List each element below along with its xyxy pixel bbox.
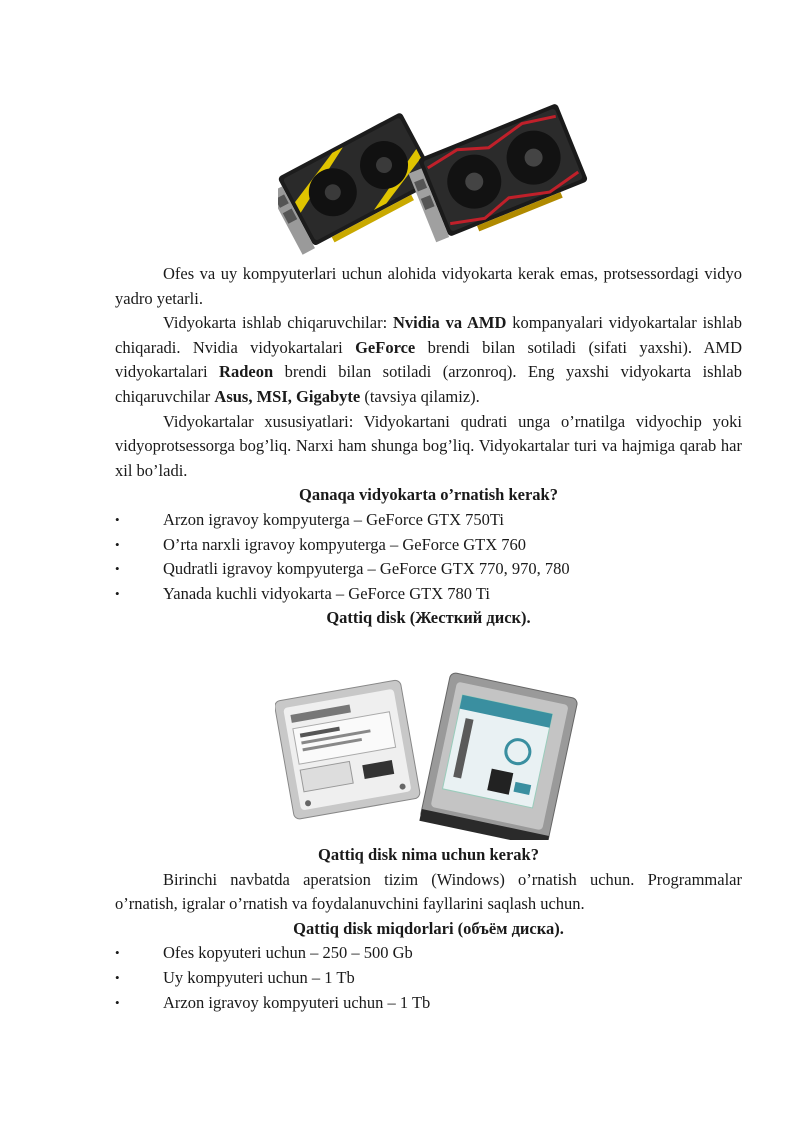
features-paragraph: Vidyokartalar xususiyatlari: Vidyokartani qudrati unga o’rnatilga vidyochip yoki vidyoprotsessorga bog’liq. Narxi ham shunga bog’liq. Vidyokartalar turi va hajmiga qarab har xil bo’ladi. [115,411,742,480]
graphics-cards-image [278,90,588,255]
gpu-list [115,508,742,606]
geforce-text: GeForce [355,337,416,357]
manufacturers-paragraph: Vidyokarta ishlab chiqaruvchilar: Nvidia va AMD kompanyalari vidyokartalar ishlab chiqaradi. Nvidia vidyokartalari GeForce brendi bilan sotiladi (sifati yaxshi). AMD vidyokartalari Radeon brendi bilan sotiladi (arzonroq). Eng yaxshi vidyokarta ishlab chiqaruvchilar Asus, MSI, Gigabyte (tavsiya qilamiz). [115,313,743,406]
radeon-text: Radeon [219,362,274,382]
hard-drives-image [275,668,585,840]
nvidia-amd-text: Nvidia va AMD [393,313,507,333]
hard-disk-purpose-heading: Qattiq disk nima uchun kerak? [318,845,539,864]
brands-text: Asus, MSI, Gigabyte [214,386,361,406]
hard-disk-purpose-paragraph: Birinchi navbatda aperatsion tizim (Windows) o’rnatish uchun. Programmalar o’rnatish, igralar o’rnatish va foydalanuvchini fayllarini saqlash uchun. [115,869,742,914]
list-item: • Arzon igravoy kompyuteri uchun – 1 Tb [115,991,742,1016]
gpu-choice-heading: Qanaqa vidyokarta o’rnatish kerak? [299,485,558,505]
intro-paragraph: Ofes va uy kompyuterlari uchun alohida vidyokarta kerak emas, protsessordagi vidyo yadro yetarli. [115,264,742,308]
list-item: • Arzon igravoy kompyuterga – GeForce GTX 750Ti [115,508,742,533]
list-item: • Ofes kopyuteri uchun – 250 – 500 Gb [115,941,742,966]
list-item: • Yanada kuchli vidyokarta – GeForce GTX 780 Ti [115,582,742,607]
disk-size-heading: Qattiq disk miqdorlari (объём диска). [293,918,564,938]
list-item: • O’rta narxli igravoy kompyuterga – GeForce GTX 760 [115,533,742,558]
list-item: • Qudratli igravoy kompyuterga – GeForce GTX 770, 970, 780 [115,557,742,582]
list-item: • Uy kompyuteri uchun – 1 Tb [115,966,742,991]
hard-disk-heading: Qattiq disk (Жесткий диск). [326,608,531,628]
disk-size-list [115,941,742,1015]
